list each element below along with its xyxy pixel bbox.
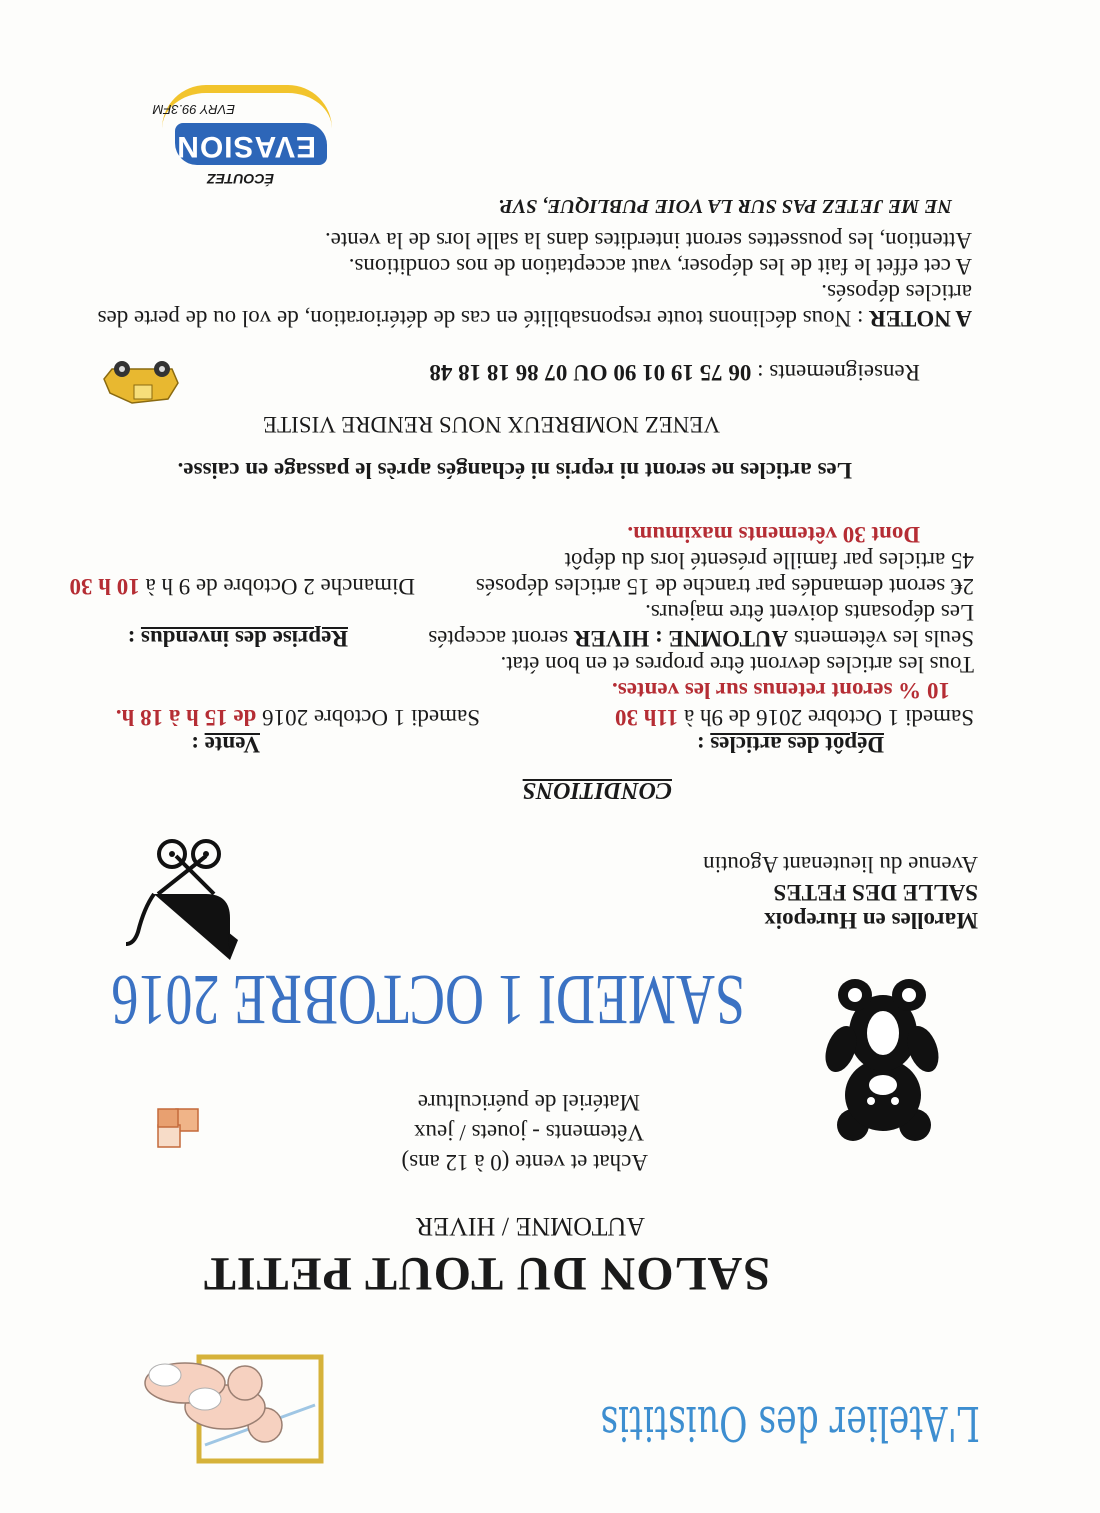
- organizer-name: L'Atelier des Ouistitis: [600, 1395, 980, 1451]
- depot-time: 11h 30: [614, 705, 679, 730]
- event-date: SAMEDI 1 OCTOBRE 2016: [111, 960, 745, 1040]
- description-line: Matériel de puériculture: [417, 1090, 640, 1115]
- rule-line: Les déposants doivent être majeurs.: [645, 600, 974, 625]
- stroller-icon: [120, 838, 250, 968]
- fee-percent: 10 %: [898, 678, 950, 703]
- teddy-bear-icon: [820, 975, 945, 1145]
- location-town: Marolles en Hurepoix: [764, 908, 978, 933]
- vente-time: de 15 h à 18 h.: [115, 705, 257, 730]
- location-street: Avenue du lieutenant Agoutin: [703, 852, 978, 877]
- description-line: Achat et vente (0 à 12 ans): [401, 1150, 648, 1175]
- notice-label: A NOTER: [869, 306, 972, 331]
- notice-text: articles déposés.: [821, 280, 972, 305]
- reprise-label: Reprise des invendus: [140, 626, 348, 651]
- invitation: VENEZ NOMBREUX NOUS RENDRE VISITE: [262, 412, 720, 437]
- sponsor-logo-word: EVASION: [176, 130, 316, 163]
- rule-line: 2€ seront demandés par tranche de 15 articles déposés: [475, 574, 974, 599]
- rule-season-pre: Seuls les vêtements: [793, 626, 974, 651]
- depot-date: Samedi 1 Octobre 2016 de 9h à: [684, 705, 974, 730]
- vente-date: Samedi 1 Octobre 2016: [262, 705, 480, 730]
- reprise-time: 10 h 30: [69, 574, 140, 599]
- conditions-heading: CONDITIONS: [522, 777, 672, 803]
- event-season: AUTOMNE / HIVER: [415, 1212, 645, 1241]
- footer-notice: NE ME JETEZ PAS SUR LA VOIE PUBLIQUE, SVP.: [498, 195, 952, 217]
- reprise-colon: :: [127, 626, 136, 651]
- toy-blocks-icon: [152, 1103, 202, 1153]
- toy-car-icon: [100, 357, 182, 413]
- notice-text: : Nous déclinons toute responsabilité en cas de détérioration, de vol ou de perte des: [97, 306, 864, 331]
- event-title: SALON DU TOUT PETIT: [202, 1247, 770, 1300]
- contact-label: Renseignements :: [757, 360, 920, 385]
- sponsor-frequency: EVRY 99.3FM: [152, 102, 235, 117]
- max-value: 30 vêtements maximum.: [627, 522, 866, 547]
- no-exchange-notice: Les articles ne seront ni repris ni échangés après le passage en caisse.: [177, 458, 852, 483]
- fee-text: seront retenus sur les ventes.: [612, 678, 893, 703]
- depot-label: Dépôt des articles: [710, 732, 884, 757]
- vente-colon: :: [191, 732, 199, 757]
- notice-text: A cet effet le fait de les déposer, vaut acceptation de nos conditions.: [348, 254, 972, 279]
- rule-line: Tous les articles devront être propres et en bon état.: [500, 652, 974, 677]
- description-line: Vêtements - jouets / jeux: [414, 1120, 644, 1145]
- babies-illustration-icon: [125, 1353, 325, 1465]
- rule-season-post: seront acceptés: [428, 626, 569, 651]
- contact-phones: 06 75 19 01 90 OU 07 86 18 18 48: [429, 360, 752, 385]
- vente-label: Vente: [204, 732, 260, 757]
- reprise-date: Dimanche 2 Octobre de 9 h à: [145, 574, 415, 599]
- rule-season: AUTOMNE : HIVER: [573, 626, 789, 651]
- sponsor-ecoutez: ÉCOUTEZ: [207, 171, 274, 187]
- notice-text: Attention, les poussettes seront interdites dans la salle lors de la vente.: [324, 228, 972, 253]
- location-hall: SALLE DES FETES: [773, 880, 978, 905]
- rule-line: 45 articles par famille présenté lors du dépôt: [564, 548, 974, 573]
- depot-colon: :: [696, 732, 705, 757]
- max-label: Dont: [871, 522, 920, 547]
